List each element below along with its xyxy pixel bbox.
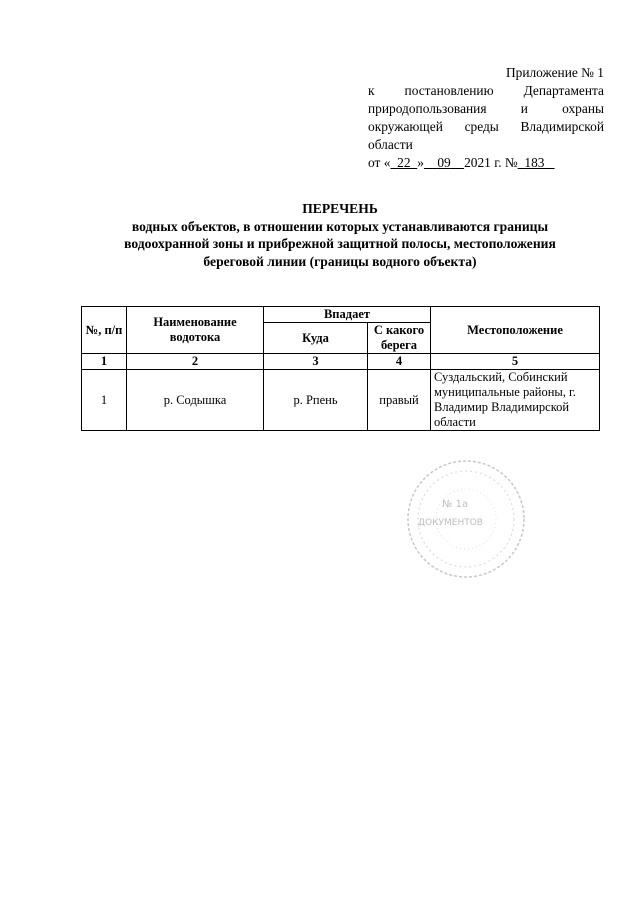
- subtitle-line-1: водных объектов, в отношении которых устанавливаются границы: [131, 218, 549, 234]
- column-number: 5: [431, 354, 600, 370]
- appendix-date-line: [368, 154, 604, 172]
- cell-name: р. Содышка: [127, 370, 264, 431]
- column-number: 2: [127, 354, 264, 370]
- header-num: №, п/п: [82, 307, 127, 354]
- date-year: 2021 г. №: [464, 155, 518, 170]
- heading-block: [80, 200, 600, 270]
- faded-stamp-seal: [402, 455, 530, 583]
- column-number-row: [82, 354, 600, 370]
- page-title: ПЕРЕЧЕНЬ: [302, 201, 378, 216]
- document-number: 183: [524, 155, 545, 170]
- date-month: 09: [437, 155, 451, 170]
- cell-num: 1: [82, 370, 127, 431]
- appendix-title: Приложение № 1: [505, 65, 604, 80]
- cell-bank: правый: [368, 370, 431, 431]
- table-row: [82, 370, 600, 431]
- appendix-line-2: к постановлению Департамента: [368, 83, 604, 98]
- appendix-line-3: природопользования и охраны: [368, 101, 604, 116]
- svg-text:№ 1а: № 1а: [442, 499, 469, 510]
- header-bank: С какого берега: [368, 323, 431, 354]
- appendix-line-4: окружающей среды Владимирской: [368, 119, 604, 134]
- date-day: 22: [397, 155, 411, 170]
- column-number: 1: [82, 354, 127, 370]
- cell-location: Суздальский, Собинский муниципальные районы, г. Владимир Владимирской области: [431, 370, 600, 431]
- column-number: 4: [368, 354, 431, 370]
- column-number: 3: [264, 354, 368, 370]
- cell-where: р. Рпень: [264, 370, 368, 431]
- header-flows-into: Впадает: [264, 307, 431, 323]
- appendix-line-5: области: [368, 137, 413, 152]
- appendix-block: [368, 64, 604, 172]
- header-where: Куда: [264, 323, 368, 354]
- subtitle-line-3: береговой линии (границы водного объекта): [203, 253, 477, 269]
- date-prefix: от «: [368, 155, 391, 170]
- date-mid: »: [417, 155, 424, 170]
- header-name: Наименование водотока: [127, 307, 264, 354]
- svg-text:ДОКУМЕНТОВ: ДОКУМЕНТОВ: [418, 518, 483, 528]
- header-location: Местоположение: [431, 307, 600, 354]
- water-objects-table: [81, 306, 600, 431]
- subtitle-line-2: водоохранной зоны и прибрежной защитной полосы, местоположения: [124, 236, 556, 251]
